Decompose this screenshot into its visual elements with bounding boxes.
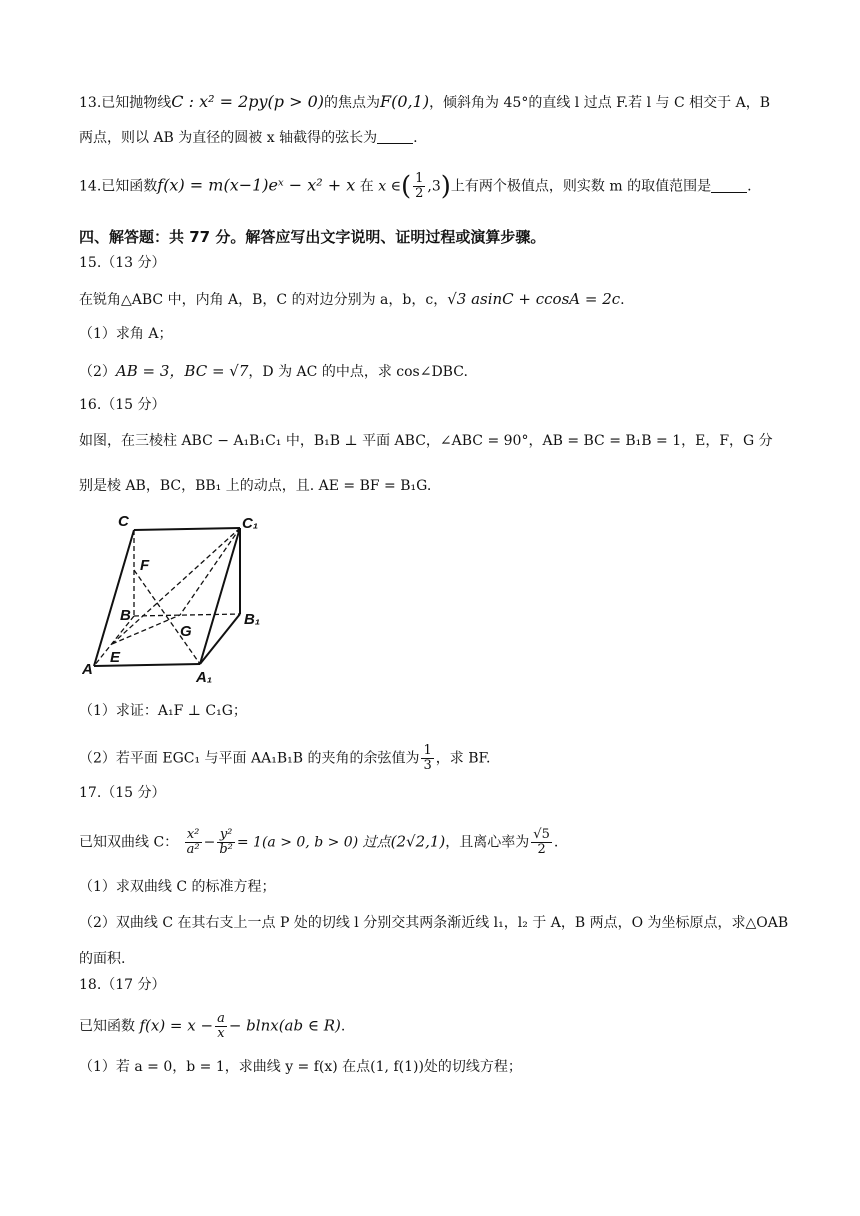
- q17-header: 17.（15 分）: [79, 785, 166, 801]
- q15-stem: [79, 288, 790, 311]
- denominator: a²: [186, 842, 200, 857]
- q16-stem2: 别是棱 AB，BC，BB₁ 上的动点，且. AE = BF = B₁G.: [79, 478, 432, 494]
- minus-sign: −: [203, 834, 216, 851]
- label-F: F: [140, 557, 150, 574]
- q13-text: 已知抛物线: [101, 95, 172, 111]
- solid-edges: [94, 528, 240, 666]
- q18-header: 18.（17 分）: [79, 977, 166, 993]
- q16-header: 16.（15 分）: [79, 397, 166, 413]
- answer-blank: [711, 178, 747, 193]
- q13-text: 两点，则以 AB 为直径的圆被 x 轴截得的弦长为: [79, 130, 378, 146]
- q13-focus: F(0,1): [380, 92, 430, 111]
- q13-text: ，倾斜角为 45°的直线 l 过点 F.若 l 与 C 相交于 A，B: [429, 95, 770, 111]
- q13-text: 的焦点为: [324, 95, 381, 111]
- edge-ca: [94, 530, 134, 666]
- q18-function-lhs: f(x) = x −: [139, 1016, 214, 1035]
- q17-point: (2√2,1): [390, 832, 446, 851]
- label-C: C: [118, 514, 129, 530]
- q18-part1: （1）若 a = 0，b = 1，求曲线 y = f(x) 在点(1, f(1))处的切线方程；: [79, 1059, 522, 1075]
- open-paren: (: [400, 171, 412, 202]
- segment-c1e: [112, 528, 240, 644]
- prism-figure: [82, 514, 282, 686]
- numerator: 1: [415, 171, 424, 186]
- label-B1: B₁: [244, 611, 261, 628]
- q17-eccentricity: [531, 828, 552, 857]
- q15-part2-equation: AB = 3，BC = √7: [115, 362, 249, 380]
- numerator: x²: [185, 828, 202, 843]
- q14-number: 14.: [79, 178, 102, 195]
- q16-part2: [79, 744, 790, 773]
- q17-text: ，且离心率为: [445, 834, 530, 851]
- edge-a1b1: [200, 614, 240, 664]
- denominator: x: [217, 1026, 225, 1041]
- denominator: 2: [415, 186, 424, 201]
- q14-line: [79, 172, 790, 201]
- q18-function-rhs: − blnx(ab ∈ R): [228, 1016, 341, 1035]
- edge-bb1: [134, 614, 240, 616]
- q14-function: f(x) = m(x−1)eˣ − x² + x: [157, 175, 356, 195]
- q13-parabola-equation: C : x² = 2py(p > 0): [171, 92, 325, 111]
- q17-part2-line1: （2）双曲线 C 在其右支上一点 P 处的切线 l 分别交其两条渐近线 l₁，l₂ 于 A，B 两点，O 为坐标原点，求△OAB: [79, 915, 789, 931]
- q18-text: 已知函数: [79, 1018, 135, 1035]
- q14-text: 在: [359, 178, 374, 195]
- prism-diagram: [82, 514, 282, 686]
- q18-fraction: [215, 1012, 227, 1041]
- segment-c1g: [180, 528, 240, 615]
- period: .: [340, 1018, 346, 1035]
- q14-text: 已知函数: [101, 178, 158, 195]
- q15-equation: √3 asinC + ccosA = 2c: [447, 290, 621, 308]
- q16-fraction: [421, 744, 433, 773]
- q16-part1: （1）求证：A₁F ⊥ C₁G；: [79, 703, 247, 719]
- q13-number: 13.: [79, 95, 102, 111]
- q17-frac-x: [185, 828, 202, 857]
- q17-condition: = 1(a > 0, b > 0) 过点: [236, 834, 391, 851]
- numerator: 1: [423, 743, 432, 758]
- q14-interval-right: ,3: [427, 178, 441, 195]
- q17-part1: （1）求双曲线 C 的标准方程；: [79, 879, 276, 895]
- q14-fraction: [413, 172, 425, 201]
- q18-stem: [79, 1012, 790, 1041]
- period: .: [747, 178, 752, 195]
- q15-text: ，D 为 AC 的中点，求 cos∠DBC.: [248, 364, 468, 380]
- denominator: 2: [537, 842, 546, 857]
- q17-part2-line2: 的面积.: [79, 951, 126, 967]
- dashed-edges: [94, 528, 240, 666]
- q16-text: （2）若平面 EGC₁ 与平面 AA₁B₁B 的夹角的余弦值为: [79, 750, 420, 767]
- period: .: [553, 834, 559, 851]
- period: .: [413, 130, 418, 146]
- q13-line1: [79, 91, 790, 114]
- label-B: B: [120, 607, 131, 624]
- denominator: b²: [219, 842, 233, 857]
- part-label: （2）: [79, 364, 116, 380]
- numerator: √5: [533, 827, 550, 842]
- q17-text: 已知双曲线 C：: [79, 834, 179, 851]
- section-heading: 四、解答题：共 77 分。解答应写出文字说明、证明过程或演算步骤。: [79, 228, 546, 246]
- q15-part1: （1）求角 A；: [79, 326, 173, 342]
- answer-blank: [377, 129, 413, 144]
- q13-line2: [79, 127, 790, 149]
- period: .: [620, 292, 625, 308]
- segment-fa1: [134, 570, 200, 664]
- label-A1: A₁: [196, 669, 213, 686]
- label-A: A: [82, 661, 93, 678]
- numerator: a: [217, 1011, 225, 1026]
- edge-cc1: [134, 528, 240, 530]
- denominator: 3: [423, 758, 432, 773]
- edge-c1a1: [200, 528, 240, 664]
- q15-text: 在锐角△ABC 中，内角 A，B，C 的对边分别为 a，b，c，: [79, 292, 448, 308]
- q16-stem1: 如图，在三棱柱 ABC − A₁B₁C₁ 中，B₁B ⊥ 平面 ABC，∠ABC = 90°，AB = BC = B₁B = 1，E，F，G 分: [79, 433, 773, 449]
- close-paren: ): [440, 171, 451, 202]
- numerator: y²: [217, 828, 235, 843]
- q15-header: 15.（13 分）: [79, 255, 166, 271]
- q16-text: ，求 BF.: [435, 750, 491, 767]
- q17-frac-y: [217, 828, 235, 857]
- label-E: E: [110, 649, 121, 666]
- q14-text: 上有两个极值点，则实数 m 的取值范围是: [450, 178, 712, 195]
- label-C1: C₁: [242, 515, 259, 532]
- q15-part2: [79, 360, 790, 383]
- q14-interval-var: x ∈: [378, 178, 401, 195]
- q17-stem: [79, 828, 790, 857]
- label-G: G: [180, 623, 192, 640]
